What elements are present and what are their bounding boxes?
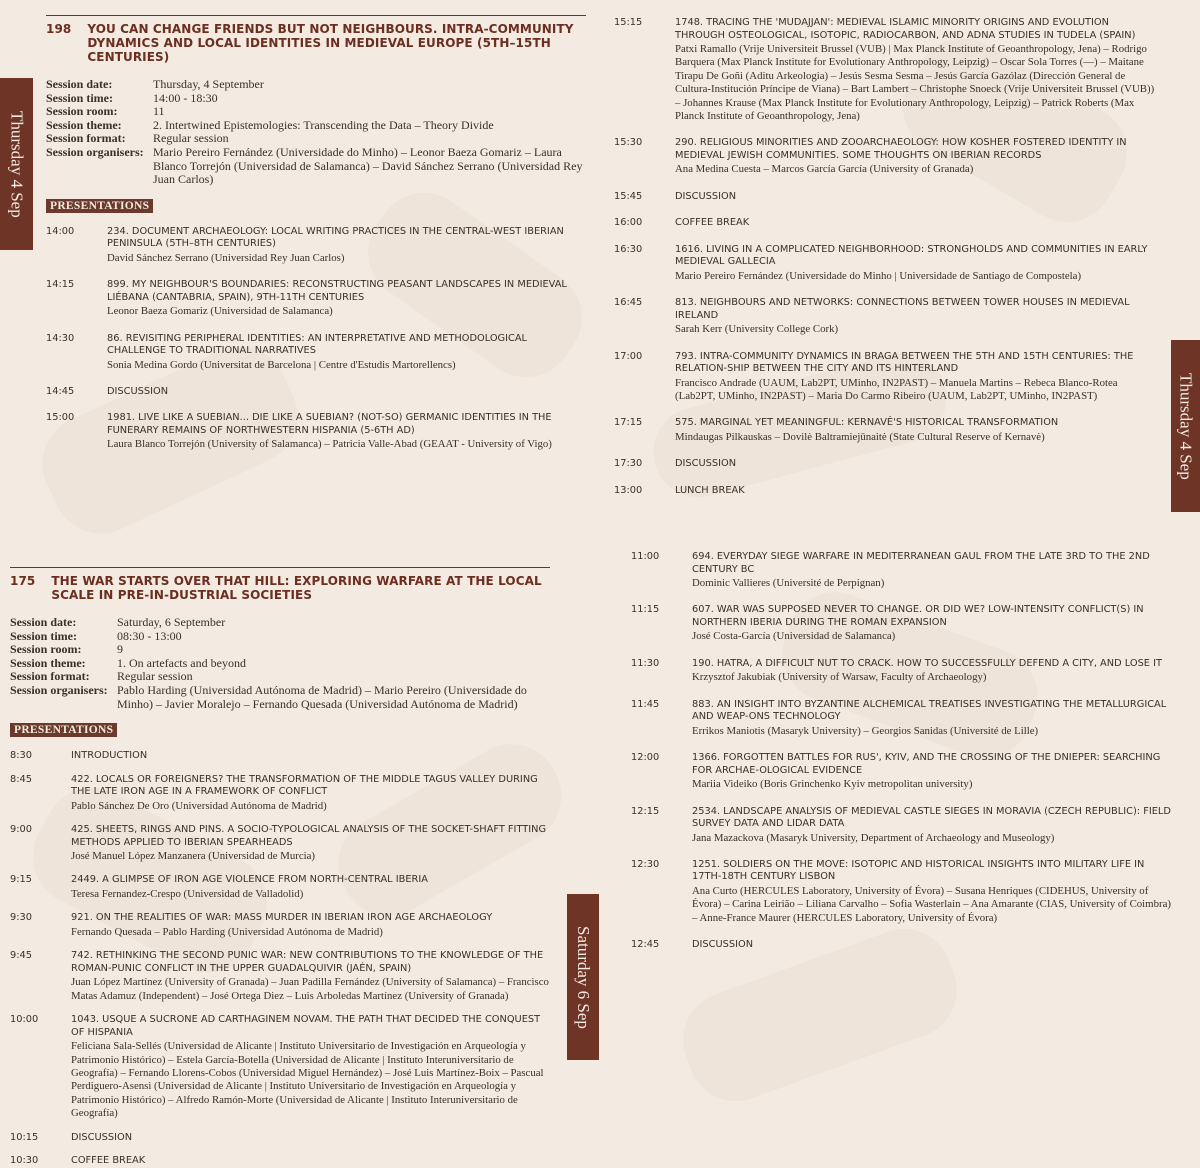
presentation-list <box>46 226 586 452</box>
presentation-time: 16:30 <box>614 243 643 255</box>
presentation-list <box>614 17 1156 497</box>
presentation-title: 1616. LIVING IN A COMPLICATED NEIGHBORHOOD: STRONGHOLDS AND COMMUNITIES IN EARLY MEDIEVAL GALLECIA <box>675 243 1148 268</box>
presentation-body <box>692 939 1171 952</box>
day-tab-thursday <box>0 78 33 250</box>
presentation-entry <box>10 1132 550 1145</box>
presentation-authors: Juan López Martínez (University of Granada) – Juan Padilla Fernández (University of Salamanca) – Francisco Matas Adamuz (Independent) – José Ortega Diez – Luis Arboledas Martínez (University of Granada) <box>71 976 549 1002</box>
session-title: THE WAR STARTS OVER THAT HILL: EXPLORING WARFARE AT THE LOCAL SCALE IN PRE-IN-DUSTRIAL SOCIETIES <box>51 574 542 602</box>
presentation-time: 16:00 <box>614 217 643 229</box>
meta-label: Session theme: <box>46 117 122 132</box>
presentation-body <box>675 458 1156 471</box>
presentation-authors: Feliciana Sala-Sellés (Universidad de Alicante | Instituto Universitario de Investigación en Arqueología y Patrimonio Histórico) – Estela García-Botella (Universidad de Alicante | Instituto Interuniversitario de Geografía) – Fernando Llorens-Cobos (Universidad Miguel Hernández) – José Luis Martínez-Boix – Pascual Perdiguero-Asensi (Universidad de Alicante | Instituto Universitario de Investigación en Arqueología y Patrimonio Histórico) – Alfredo Ramón-Morte (Universidad de Alicante | Instituto Interuniversitario de Geografía) <box>71 1040 544 1120</box>
presentation-title: 1748. TRACING THE 'MUDAJJAN': MEDIEVAL ISLAMIC MINORITY ORIGINS AND EVOLUTION THROUGH OSTEOLOGICAL, ISOTOPIC, RADIOCARBON, AND ADNA STUDIES IN TUDELA (SPAIN) <box>675 17 1136 41</box>
presentation-title: 883. AN INSIGHT INTO BYZANTINE ALCHEMICAL TREATISES INVESTIGATING THE METALLURGICAL AND WEAP-ONS TECHNOLOGY <box>692 698 1167 723</box>
meta-label: Session room: <box>10 642 82 657</box>
presentation-time: 9:00 <box>10 824 32 836</box>
presentation-time: 14:30 <box>46 332 75 344</box>
meta-label: Session format: <box>10 669 90 684</box>
meta-label: Session organisers: <box>46 144 144 159</box>
presentation-title: INTRODUCTION <box>71 750 148 762</box>
presentation-entry <box>46 279 586 318</box>
session-198-panel <box>46 15 586 452</box>
meta-value: Thursday, 4 September <box>153 77 264 91</box>
presentation-time: 11:30 <box>631 657 660 669</box>
presentation-authors: Fernando Quesada – Pablo Harding (Universidad Autónoma de Madrid) <box>71 925 383 938</box>
presentation-body <box>71 950 550 1003</box>
presentation-title: 793. INTRA-COMMUNITY DYNAMICS IN BRAGA BETWEEN THE 5TH AND 15TH CENTURIES: THE RELATION-SHIP BETWEEN THE CITY AND ITS HINTERLAND <box>675 350 1134 375</box>
presentation-entry <box>10 824 550 863</box>
meta-value: Mario Pereiro Fernández (Universidade do Minho) – Leonor Baeza Gomariz – Laura Blanco Torrejón (Universidad de Salamanca) – David Sánchez Serrano (Universidad Rey Juan Carlos) <box>153 144 583 187</box>
presentation-time: 10:15 <box>10 1131 39 1143</box>
presentation-title: DISCUSSION <box>71 1131 133 1143</box>
day-tab-thursday <box>1171 340 1200 512</box>
presentation-time: 10:30 <box>10 1155 39 1167</box>
presentation-title: 1981. LIVE LIKE A SUEBIAN... DIE LIKE A SUEBIAN? (NOT-SO) GERMANIC IDENTITIES IN THE FUNERARY REMAINS OF NORTHWESTERN HISPANIA (5-6TH AD) <box>107 412 552 436</box>
presentation-entry <box>631 658 1171 685</box>
presentation-time: 15:30 <box>614 137 643 149</box>
presentation-time: 17:00 <box>614 350 643 362</box>
presentation-entry <box>631 859 1171 925</box>
presentation-body <box>692 859 1171 925</box>
presentation-authors: Sonia Medina Gordo (Universitat de Barcelona | Centre d'Estudis Martorellencs) <box>107 358 456 371</box>
meta-row <box>46 92 586 106</box>
session-header <box>10 574 550 602</box>
presentation-authors: Errikos Maniotis (Masaryk University) – Georgios Sanidas (Université de Lille) <box>692 724 1039 737</box>
presentation-body <box>71 874 550 901</box>
presentation-authors: Krzysztof Jakubiak (University of Warsaw, Faculty of Archaeology) <box>692 671 987 684</box>
presentation-title: 422. LOCALS OR FOREIGNERS? THE TRANSFORMATION OF THE MIDDLE TAGUS VALLEY DURING THE LATE IRON AGE IN A FRAMEWORK OF CONFLICT <box>71 773 538 798</box>
presentation-title: 899. MY NEIGHBOUR'S BOUNDARIES: RECONSTRUCTING PEASANT LANDSCAPES IN MEDIEVAL LIÉBANA (CANTABRIA, SPAIN), 9TH-11TH CENTURIES <box>107 279 567 303</box>
presentation-authors: Mariia Videiko (Boris Grinchenko Kyiv metropolitan university) <box>692 778 973 791</box>
presentation-body <box>692 699 1171 738</box>
presentation-entry <box>631 806 1171 845</box>
session-175-continued-panel <box>631 551 1171 952</box>
presentation-entry <box>614 458 1156 471</box>
presentation-body <box>71 1155 550 1168</box>
presentation-authors: Francisco Andrade (UAUM, Lab2PT, UMinho, IN2PAST) – Manuela Martins – Rebeca Blanco-Rotea (Lab2PT, UMinho, IN2PAST) – Maria Do Carmo Ribeiro (UAUM, Lab2PT, UMinho, IN2PAST) <box>675 376 1118 403</box>
presentation-time: 15:15 <box>614 17 643 28</box>
day-tab-label: Saturday 6 Sep <box>574 925 593 1029</box>
presentation-title: 425. SHEETS, RINGS AND PINS. A SOCIO-TYPOLOGICAL ANALYSIS OF THE SOCKET-SHAFT FITTING METHODS APPLIED TO IBERIAN SPEARHEADS <box>71 824 547 848</box>
presentation-body <box>675 351 1156 404</box>
presentation-entry <box>631 699 1171 738</box>
presentation-time: 13:00 <box>614 484 643 496</box>
presentation-entry <box>10 774 550 813</box>
meta-value: 14:00 - 18:30 <box>153 90 218 105</box>
session-number: 175 <box>10 574 36 588</box>
presentation-title: 607. WAR WAS SUPPOSED NEVER TO CHANGE. OR DID WE? LOW-INTENSITY CONFLICT(S) IN NORTHERN IBERIA DURING THE ROMAN EXPANSION <box>692 604 1144 628</box>
presentation-title: 921. ON THE REALITIES OF WAR: MASS MURDER IN IBERIAN IRON AGE ARCHAEOLOGY <box>71 912 493 924</box>
presentation-authors: Mario Pereiro Fernández (Universidade do Minho | Universidade de Santiago de Compostela) <box>675 269 1082 282</box>
presentation-time: 12:00 <box>631 752 660 764</box>
meta-label: Session date: <box>46 77 113 91</box>
presentation-authors: David Sánchez Serrano (Universidad Rey Juan Carlos) <box>107 251 345 264</box>
presentation-authors: Jana Mazackova (Masaryk University, Department of Archaeology and Museology) <box>692 831 1055 844</box>
presentation-body <box>692 752 1171 791</box>
presentation-body <box>675 17 1156 123</box>
presentation-entry <box>614 17 1156 123</box>
presentation-entry <box>10 950 550 1003</box>
presentation-body <box>71 774 550 813</box>
divider-line <box>46 15 586 16</box>
session-meta <box>46 78 586 187</box>
presentation-entry <box>10 1155 550 1168</box>
presentation-entry <box>614 217 1156 230</box>
presentation-title: COFFEE BREAK <box>71 1155 146 1167</box>
presentation-entry <box>614 297 1156 336</box>
presentation-entry <box>46 333 586 372</box>
presentation-time: 9:45 <box>10 950 32 962</box>
presentation-body <box>71 1014 550 1120</box>
presentation-time: 11:00 <box>631 551 660 562</box>
presentation-entry <box>631 752 1171 791</box>
presentation-title: 1251. SOLDIERS ON THE MOVE: ISOTOPIC AND HISTORICAL INSIGHTS INTO MILITARY LIFE IN 17TH-18TH CENTURY LISBON <box>692 858 1145 883</box>
presentation-time: 17:15 <box>614 417 643 429</box>
meta-label: Session time: <box>46 90 113 105</box>
presentation-authors: Teresa Fernandez-Crespo (Universidad de Valladolid) <box>71 887 304 900</box>
presentation-time: 15:00 <box>46 412 75 424</box>
presentation-title: DISCUSSION <box>692 939 754 951</box>
presentation-authors: Mindaugas Pilkauskas – Dovilė Baltramiejūnaitė (State Cultural Reserve of Kernavė) <box>675 430 1045 443</box>
presentation-entry <box>46 226 586 265</box>
presentation-body <box>675 137 1156 176</box>
presentation-body <box>71 912 550 939</box>
presentation-title: 1043. USQUE A SUCRONE AD CARTHAGINEM NOVAM. THE PATH THAT DECIDED THE CONQUEST OF HISPANIA <box>71 1014 541 1038</box>
meta-row <box>10 657 550 671</box>
meta-row <box>10 643 550 657</box>
presentation-time: 16:45 <box>614 297 643 309</box>
session-number: 198 <box>46 22 72 36</box>
presentation-body <box>675 485 1156 498</box>
presentations-label: PRESENTATIONS <box>10 723 117 737</box>
presentation-list <box>631 551 1171 952</box>
meta-value: Saturday, 6 September <box>117 615 226 629</box>
meta-label: Session organisers: <box>10 682 108 697</box>
presentation-time: 14:15 <box>46 279 75 291</box>
presentation-time: 8:30 <box>10 750 32 762</box>
presentation-authors: Laura Blanco Torrejón (University of Salamanca) – Patricia Valle-Abad (GEAAT - University of Vigo) <box>107 438 552 451</box>
meta-label: Session theme: <box>10 655 86 670</box>
day-tab-label: Thursday 4 Sep <box>1176 372 1196 480</box>
presentation-time: 8:45 <box>10 773 32 785</box>
presentation-time: 14:45 <box>46 385 75 397</box>
presentation-title: 694. EVERYDAY SIEGE WARFARE IN MEDITERRANEAN GAUL FROM THE LATE 3RD TO THE 2ND CENTURY BC <box>692 551 1150 575</box>
presentation-time: 12:15 <box>631 805 660 817</box>
presentation-body <box>692 604 1171 643</box>
presentation-authors: Patxi Ramallo (Vrije Universiteit Brussel (VUB) | Max Planck Institute of Geoanthropology, Jena) – Rodrigo Barquera (Max Planck Institute for Evolutionary Anthropology, Leipzig) – Oscar Sola Torres (—) – Maitane Tirapu De Goñi (Aditu Arkeologia) – Jesús Sesma Sesma – Jesús García Gazólaz (Dirección General de Cultura-Institución Príncipe de Viana) – Bart Lambert – Christophe Snoeck (Vrije Universiteit Brussel (VUB)) – Johannes Krause (Max Planck Institute for Evolutionary Anthropology, Leipzig) – Patrick Roberts (Max Planck Institute of Geoanthropology, Jena) <box>675 43 1155 123</box>
presentation-entry <box>614 417 1156 444</box>
presentation-body <box>71 750 550 763</box>
presentation-title: 2534. LANDSCAPE ANALYSIS OF MEDIEVAL CASTLE SIEGES IN MORAVIA (CZECH REPUBLIC): FIELD SURVEY DATA AND LIDAR DATA <box>692 805 1171 830</box>
day-tab-saturday <box>567 894 599 1060</box>
meta-row <box>46 146 586 187</box>
presentation-authors: Leonor Baeza Gomariz (Universidad de Salamanca) <box>107 305 333 318</box>
presentation-title: 86. REVISITING PERIPHERAL IDENTITIES: AN INTERPRETATIVE AND METHODOLOGICAL CHALLENGE TO TRADITIONAL NARRATIVES <box>107 332 528 357</box>
presentation-body <box>71 824 550 863</box>
meta-row <box>10 630 550 644</box>
presentation-time: 10:00 <box>10 1014 39 1026</box>
presentation-authors: Dominic Vallieres (Université de Perpignan) <box>692 577 885 589</box>
session-meta <box>10 616 550 711</box>
meta-row <box>46 105 586 119</box>
presentation-entry <box>10 750 550 763</box>
meta-label: Session time: <box>10 628 77 643</box>
presentation-title: 234. DOCUMENT ARCHAEOLOGY: LOCAL WRITING PRACTICES IN THE CENTRAL-WEST IBERIAN PENINSULA (5TH–8TH CENTURIES) <box>107 225 564 250</box>
presentation-time: 17:30 <box>614 458 643 470</box>
meta-value: Regular session <box>117 669 193 684</box>
presentation-time: 15:45 <box>614 190 643 202</box>
presentation-title: 742. RETHINKING THE SECOND PUNIC WAR: NEW CONTRIBUTIONS TO THE KNOWLEDGE OF THE ROMAN-PUNIC CONFLICT IN THE UPPER GUADALQUIVIR (JAÉN, SPAIN) <box>71 950 544 974</box>
presentation-title: 813. NEIGHBOURS AND NETWORKS: CONNECTIONS BETWEEN TOWER HOUSES IN MEDIEVAL IRELAND <box>675 297 1130 321</box>
presentation-entry <box>10 912 550 939</box>
presentation-body <box>675 417 1156 444</box>
presentation-body <box>107 279 586 318</box>
presentation-entry <box>10 874 550 901</box>
presentation-title: 1366. FORGOTTEN BATTLES FOR RUS', KYIV, AND THE CROSSING OF THE DNIEPER: SEARCHING FOR ARCHAE-OLOGICAL EVIDENCE <box>692 752 1161 776</box>
presentation-time: 11:15 <box>631 604 660 616</box>
presentation-time: 14:00 <box>46 225 75 237</box>
presentation-authors: Ana Medina Cuesta – Marcos García García (University of Granada) <box>675 163 974 176</box>
presentation-body <box>692 806 1171 845</box>
meta-label: Session room: <box>46 104 118 119</box>
presentation-entry <box>614 137 1156 176</box>
presentation-time: 12:45 <box>631 939 660 951</box>
presentation-entry <box>614 351 1156 404</box>
presentation-title: 2449. A GLIMPSE OF IRON AGE VIOLENCE FROM NORTH-CENTRAL IBERIA <box>71 874 428 886</box>
meta-value: Regular session <box>153 131 229 146</box>
presentation-body <box>71 1132 550 1145</box>
meta-label: Session date: <box>10 615 77 629</box>
meta-row <box>10 684 550 711</box>
presentation-body <box>107 226 586 265</box>
meta-row <box>46 132 586 146</box>
presentation-body <box>675 191 1156 204</box>
presentation-entry <box>46 412 586 451</box>
presentation-entry <box>614 485 1156 498</box>
presentation-entry <box>46 386 586 399</box>
session-175-panel <box>10 567 550 1168</box>
presentation-time: 9:30 <box>10 912 32 924</box>
meta-row <box>10 616 550 630</box>
meta-row <box>46 78 586 92</box>
meta-row <box>10 670 550 684</box>
presentation-body <box>692 658 1171 685</box>
presentation-title: 575. MARGINAL YET MEANINGFUL: KERNAVĖ'S HISTORICAL TRANSFORMATION <box>675 417 1059 429</box>
presentation-list <box>10 750 550 1167</box>
presentation-time: 12:30 <box>631 858 660 870</box>
meta-value: 2. Intertwined Epistemologies: Transcending the Data – Theory Divide <box>153 117 494 132</box>
meta-row <box>46 119 586 133</box>
session-title: YOU CAN CHANGE FRIENDS BUT NOT NEIGHBOURS. INTRA-COMMUNITY DYNAMICS AND LOCAL IDENTITIES IN MEDIEVAL EUROPE (5TH–15TH CENTURIES) <box>87 22 574 64</box>
presentation-title: 190. HATRA, A DIFFICULT NUT TO CRACK. HOW TO SUCCESSFULLY DEFEND A CITY, AND LOSE IT <box>692 657 1162 669</box>
presentation-time: 11:45 <box>631 698 660 710</box>
presentation-authors: Pablo Sánchez De Oro (Universidad Autónoma de Madrid) <box>71 799 327 812</box>
presentation-body <box>107 386 586 399</box>
session-198-continued-panel <box>614 17 1156 497</box>
presentation-title: 290. RELIGIOUS MINORITIES AND ZOOARCHAEOLOGY: HOW KOSHER FOSTERED IDENTITY IN MEDIEVAL JEWISH COMMUNITIES. SOME THOUGHTS ON IBERIAN RECORDS <box>675 137 1127 161</box>
divider-line <box>10 567 550 568</box>
presentations-label: PRESENTATIONS <box>46 199 153 213</box>
presentation-authors: José Costa-García (Universidad de Salamanca) <box>692 630 896 643</box>
presentation-entry <box>614 191 1156 204</box>
presentation-title: DISCUSSION <box>107 385 169 397</box>
presentation-authors: Ana Curto (HERCULES Laboratory, University of Évora) – Susana Henriques (CIDEHUS, University of Évora) – Carina Leirião – Liliana Carvalho – Sofia Wasterlain – Ana Amarante (CIAS, University of Coimbra) – Anne-France Maurer (HERCULES Laboratory, University of Évora) <box>692 884 1171 924</box>
presentation-entry <box>10 1014 550 1120</box>
meta-value: 9 <box>117 642 123 657</box>
presentation-body <box>675 244 1156 283</box>
presentation-entry <box>631 551 1171 590</box>
meta-value: 08:30 - 13:00 <box>117 628 182 643</box>
meta-value: 1. On artefacts and beyond <box>117 655 246 670</box>
presentation-body <box>107 333 586 372</box>
presentation-title: COFFEE BREAK <box>675 217 750 229</box>
presentation-entry <box>631 939 1171 952</box>
presentation-entry <box>614 244 1156 283</box>
presentation-body <box>692 551 1171 590</box>
session-header <box>46 22 586 64</box>
presentation-entry <box>631 604 1171 643</box>
presentation-body <box>675 217 1156 230</box>
meta-value: Pablo Harding (Universidad Autónoma de Madrid) – Mario Pereiro (Universidade do Minho) – Javier Moralejo – Fernando Quesada (Universidad Autónoma de Madrid) <box>117 682 527 711</box>
day-tab-label: Thursday 4 Sep <box>7 110 27 218</box>
meta-label: Session format: <box>46 131 126 146</box>
presentation-authors: José Manuel López Manzanera (Universidad de Murcia) <box>71 850 316 863</box>
presentation-body <box>107 412 586 451</box>
presentation-title: LUNCH BREAK <box>675 484 745 496</box>
presentation-title: DISCUSSION <box>675 190 737 202</box>
meta-value: 11 <box>153 104 165 119</box>
presentation-time: 9:15 <box>10 874 32 886</box>
presentation-title: DISCUSSION <box>675 458 737 470</box>
presentation-body <box>675 297 1156 336</box>
presentation-authors: Sarah Kerr (University College Cork) <box>675 323 839 336</box>
